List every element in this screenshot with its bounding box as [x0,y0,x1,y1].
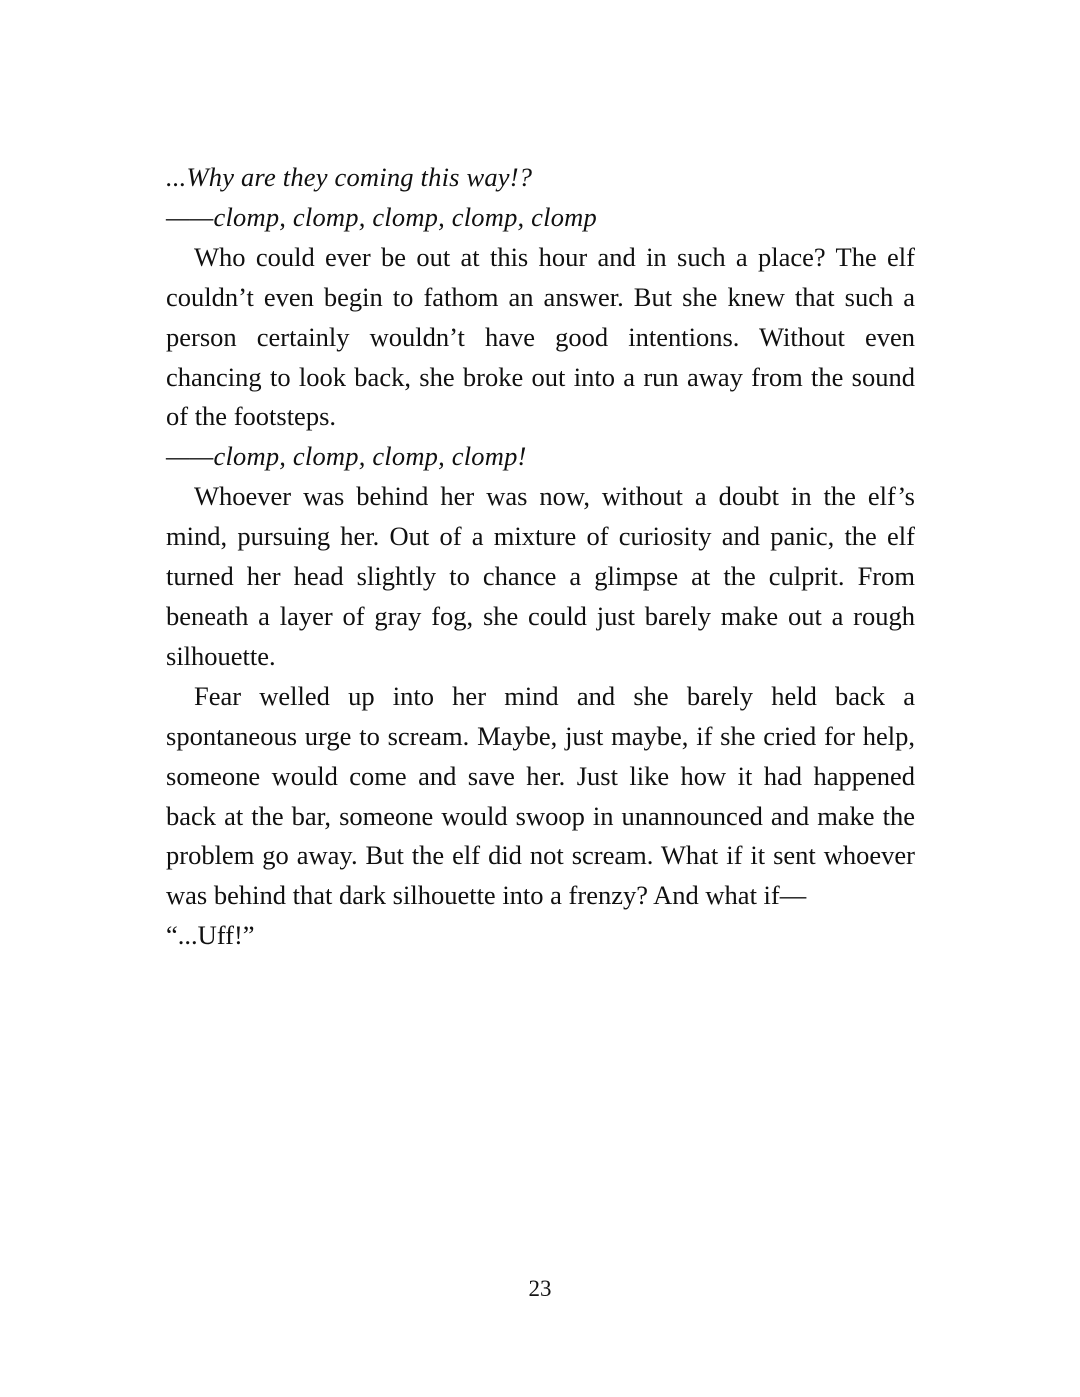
monologue-line: ...Why are they coming this way!? [166,162,533,192]
dialogue-line: “...Uff!” [166,920,255,951]
body-paragraph: Whoever was behind her was now, without a doubt in the elf’s mind, pursuing her. Out of a mixture of curiosity and panic, the elf turned her head slightly to chance a glimpse at the culprit. From beneath a layer of gray fog, she could just barely make out a rough silhouette. [166,481,915,671]
body-paragraph: Who could ever be out at this hour and in such a place? The elf couldn’t even begin to fathom an answer. But she knew that such a person certainly wouldn’t have good intentions. Without even chancing to look back, she broke out into a run away from the sound of the footsteps. [166,241,915,432]
page-text [166,158,915,956]
sfx-line: ——clomp, clomp, clomp, clomp! [166,441,527,472]
page-number: 23 [528,1276,552,1301]
body-paragraph: Fear welled up into her mind and she barely held back a spontaneous urge to scream. Maybe, just maybe, if she cried for help, someone would come and save her. Just like how it had happened back at the bar, someone would swoop in unannounced and make the problem go away. But the elf did not scream. What if it sent whoever was behind that dark silhouette into a frenzy? And what if— [166,680,915,911]
sfx-line: ——clomp, clomp, clomp, clomp, clomp [166,201,597,232]
